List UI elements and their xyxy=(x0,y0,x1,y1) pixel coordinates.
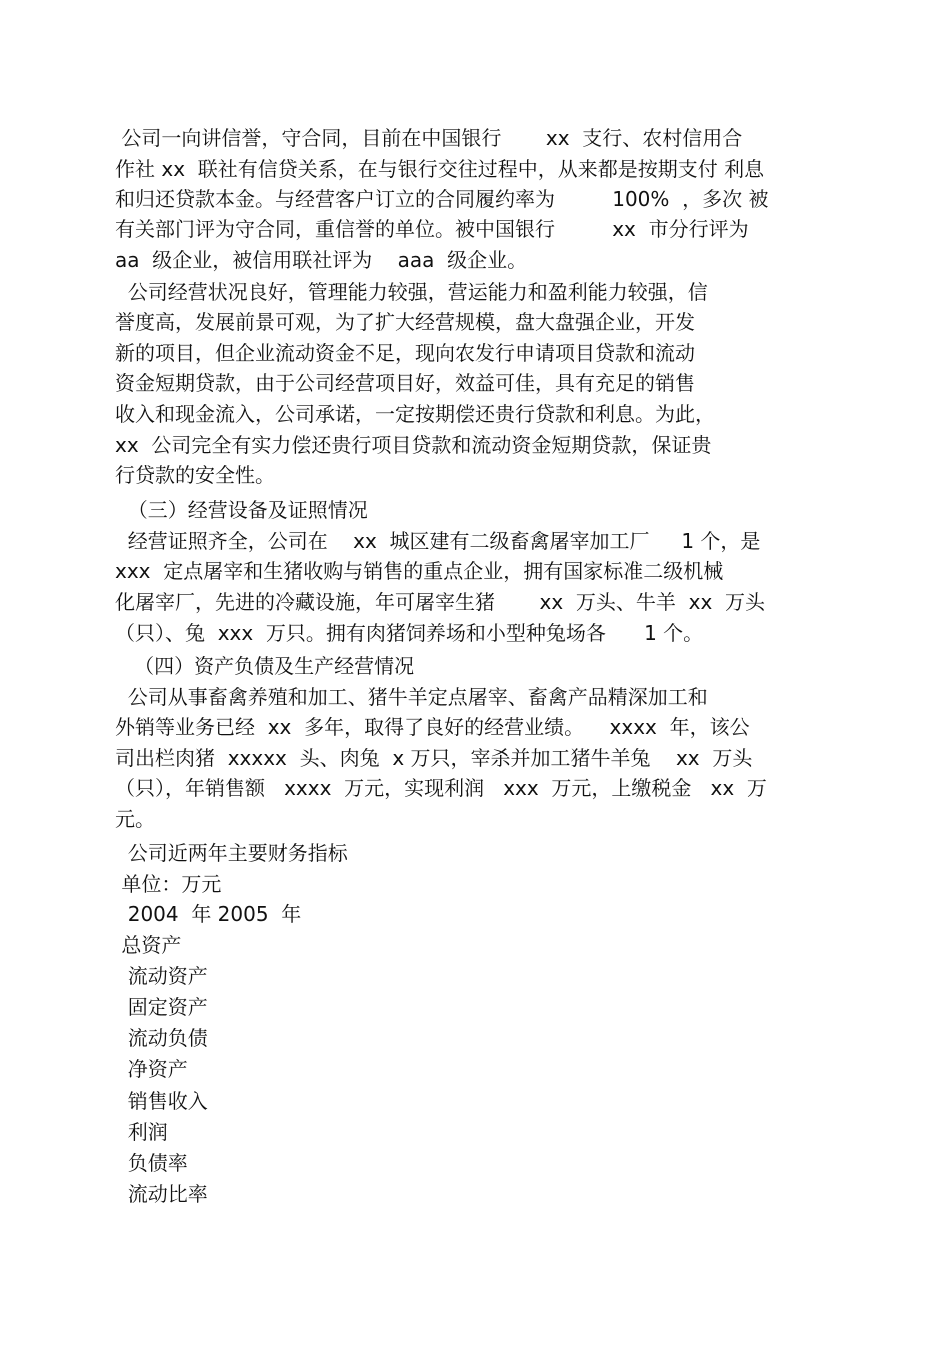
paragraph-line: xxx 定点屠宰和生猪收购与销售的重点企业，拥有国家标准二级机械 xyxy=(115,559,724,583)
indicator-item: 流动比率 xyxy=(115,1182,208,1206)
paragraph-line: （只）、兔 xxx 万只。拥有肉猪饲养场和小型种兔场各 1 个。 xyxy=(115,621,704,645)
paragraph-line: 和归还贷款本金。与经营客户订立的合同履约率为 100% ，多次 被 xyxy=(115,187,769,211)
paragraph-line: 行贷款的安全性。 xyxy=(115,463,275,487)
paragraph-line: 公司经营状况良好，管理能力较强，营运能力和盈利能力较强，信 xyxy=(115,280,708,304)
indicator-item: 总资产 xyxy=(115,933,182,957)
paragraph-line: 元。 xyxy=(115,807,155,831)
paragraph-line: 誉度高，发展前景可观，为了扩大经营规模，盘大盘强企业，开发 xyxy=(115,310,695,334)
paragraph-line: 新的项目，但企业流动资金不足，现向农发行申请项目贷款和流动 xyxy=(115,341,695,365)
paragraph-line: xx 公司完全有实力偿还贵行项目贷款和流动资金短期贷款，保证贵 xyxy=(115,433,712,457)
paragraph-line: 经营证照齐全，公司在 xx 城区建有二级畜禽屠宰加工厂 1 个，是 xyxy=(115,529,761,553)
paragraph-line: 收入和现金流入，公司承诺，一定按期偿还贵行贷款和利息。为此， xyxy=(115,402,715,426)
paragraph-line: 司出栏肉猪 xxxxx 头、肉兔 x 万只，宰杀并加工猪牛羊兔 xx 万头 xyxy=(115,746,753,770)
paragraph-line: aa 级企业，被信用联社评为 aaa 级企业。 xyxy=(115,248,528,272)
unit-label: 单位：万元 xyxy=(115,872,222,896)
indicator-item: 净资产 xyxy=(115,1057,188,1081)
indicator-item: 销售收入 xyxy=(115,1089,208,1113)
indicator-item: 负债率 xyxy=(115,1151,188,1175)
indicator-item: 流动负债 xyxy=(115,1026,208,1050)
indicator-item: 利润 xyxy=(115,1120,168,1144)
year-header: 2004 年 2005 年 xyxy=(115,902,302,926)
indicator-item: 固定资产 xyxy=(115,995,208,1019)
section-heading: （四）资产负债及生产经营情况 xyxy=(115,654,415,678)
paragraph-line: 公司一向讲信誉，守合同，目前在中国银行 xx 支行、农村信用合 xyxy=(115,126,743,150)
paragraph-line: 外销等业务已经 xx 多年，取得了良好的经营业绩。 xxxx 年，该公 xyxy=(115,715,750,739)
section-heading: （三）经营设备及证照情况 xyxy=(115,498,368,522)
paragraph-line: 资金短期贷款，由于公司经营项目好，效益可佳，具有充足的销售 xyxy=(115,371,695,395)
paragraph-line: 化屠宰厂，先进的冷藏设施，年可屠宰生猪 xx 万头、牛羊 xx 万头 xyxy=(115,590,765,614)
paragraph-line: （只），年销售额 xxxx 万元，实现利润 xxx 万元，上缴税金 xx 万 xyxy=(115,776,767,800)
paragraph-line: 公司从事畜禽养殖和加工、猪牛羊定点屠宰、畜禽产品精深加工和 xyxy=(115,685,708,709)
paragraph-line: 有关部门评为守合同，重信誉的单位。被中国银行 xx 市分行评为 xyxy=(115,217,749,241)
indicator-item: 流动资产 xyxy=(115,964,208,988)
table-title: 公司近两年主要财务指标 xyxy=(115,841,348,865)
paragraph-line: 作社 xx 联社有信贷关系，在与银行交往过程中，从来都是按期支付 利息 xyxy=(115,157,765,181)
